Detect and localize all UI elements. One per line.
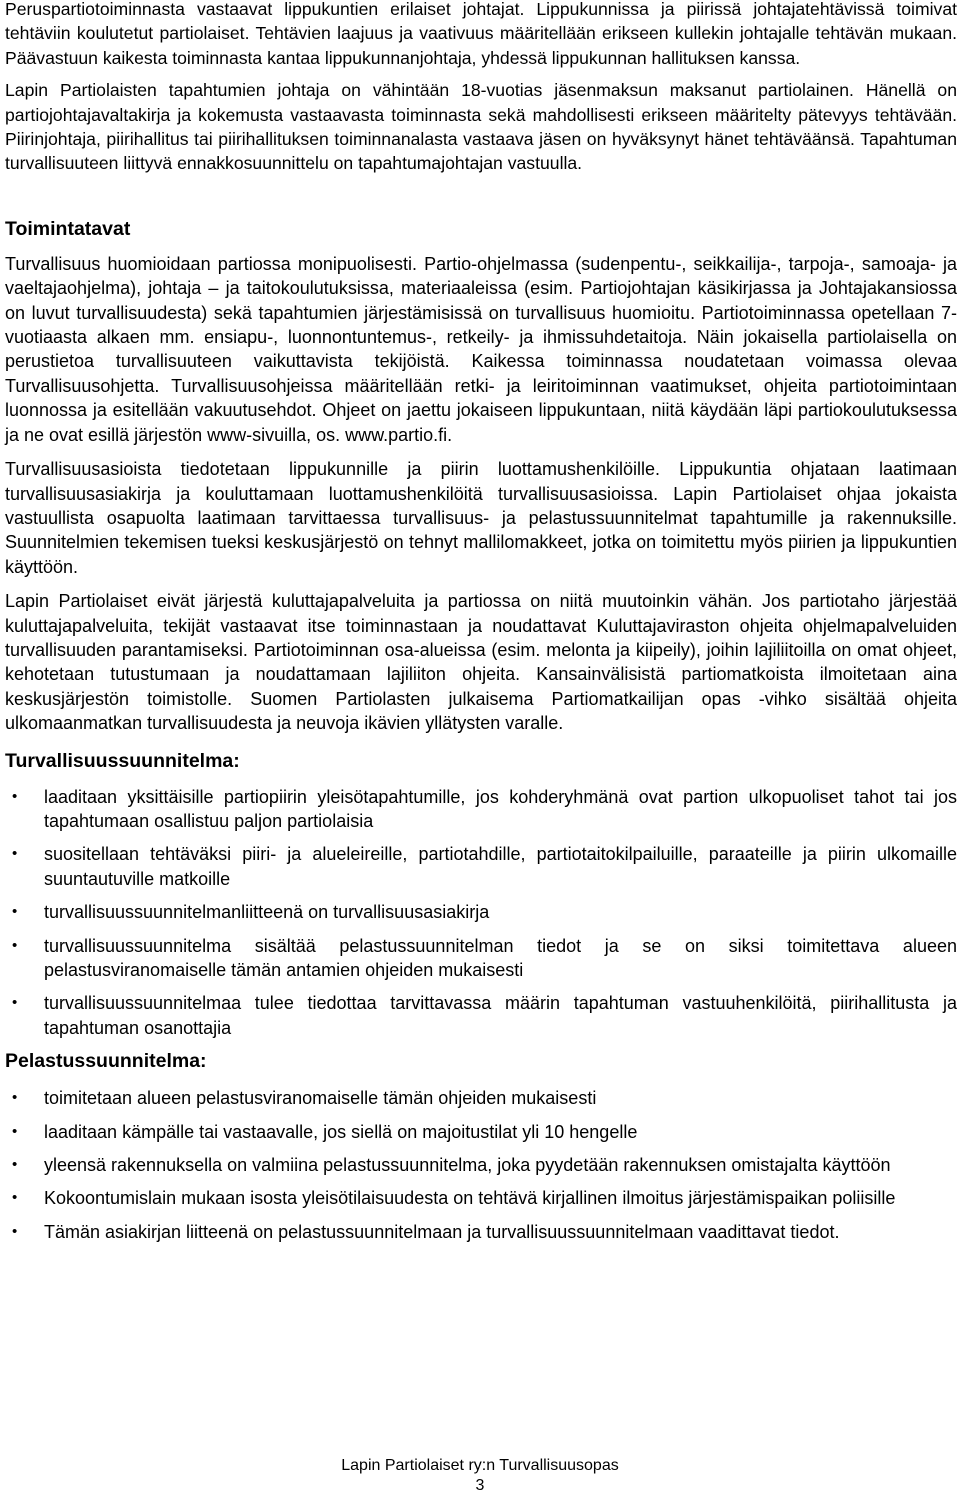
list-item: • Tämän asiakirjan liitteenä on pelastussuunnitelmaan ja turvallisuussuunnitelmaan vaadittavat tiedot. (5, 1220, 957, 1244)
list-item: • laaditaan kämpälle tai vastaavalle, jos siellä on majoitustilat yli 10 hengelle (5, 1120, 957, 1144)
list-item: • laaditaan yksittäisille partiopiirin yleisötapahtumille, jos kohderyhmänä ovat partion ulkopuoliset tahot tai jos tapahtumaan osallistuu paljon partiolaisia (12, 786, 957, 831)
list-item: • turvallisuussuunnitelmaa tulee tiedottaa tarvittavassa määrin tapahtuman vastuuhenkilöitä, piirihallitusta ja tapahtuman osanottajia (12, 993, 957, 1038)
practices-paragraph: Turvallisuus huomioidaan partiossa monipuolisesti. Partio-ohjelmassa (sudenpentu-, seikkailija-, tarpoja-, samoaja- ja vaeltajaohjelma), johtaja – ja taitokoulutuksissa, materiaaleissa (esim. Partiojohtajan käsikirjassa ja Johtajakansiossa on luvut turvallisuudesta) sekä tapahtumien järjestämisissä on turvallisuus huomioitu. Partiotoiminnassa opetellaan 7-vuotiaasta alkaen mm. ensiapu-, luonnontuntemus-, retkeily- ja ihmissuhdetaitoja. Näin jokaisella partiolaisella on perustietoa turvallisuuteen vaikuttavista tekijöistä. Kaikessa toiminnassa noudatetaan voimassa olevaa Turvallisuusohjetta. Turvallisuusohjeissa määritellään retki- ja leiritoiminnan vaatimukset, ohjeita partiotoimintaan luonnossa ja esitellään vakuutusehdot. Ohjeet on jaettu jokaiseen lippukuntaan, niitä käydään läpi partiokoulutuksessa ja ne ovat esillä järjestön www-sivuilla, os. www.partio.fi. (5, 253, 957, 445)
rescue-plan-list (5, 1086, 957, 1244)
bullet-icon: • (12, 1122, 18, 1140)
communication-paragraph: Turvallisuusasioista tiedotetaan lippukunnille ja piirin luottamushenkilöille. Lippukuntia ohjataan laatimaan turvallisuusasiakirja ja kouluttamaan luottamushenkilöitä turvallisuusasioissa. Lapin Partiolaiset ohjaa jokaista vastuullista osapuolta laatimaan tarvittaessa turvallisuus- ja pelastussuunnitelmat tapahtumille ja rakennuksille. Suunnitelmien tekemisen tueksi keskusjärjestö on tehnyt mallilomakkeet, jotka on toimitettu myös piirien ja lippukuntien käyttöön. (5, 459, 957, 577)
list-item: • Kokoontumislain mukaan isosta yleisötilaisuudesta on tehtävä kirjallinen ilmoitus järjestämispaikan poliisille (5, 1186, 957, 1210)
bullet-icon: • (12, 994, 18, 1012)
bullet-icon: • (12, 845, 18, 863)
intro-paragraph: Peruspartiotoiminnasta vastaavat lippukuntien erilaiset johtajat. Lippukunnissa ja piirissä johtajatehtävissä toimivat tehtäviin koulutetut partiolaiset. Tehtävien laajuus ja vaativuus määritellään erikseen kullekin johtajalle tehtävän mukaan. Päävastuun kaikesta toiminnasta kantaa lippukunnanjohtaja, yhdessä lippukunnan hallituksen kanssa. (5, 0, 957, 68)
bullet-icon: • (12, 1156, 18, 1174)
bullet-icon: • (12, 1189, 18, 1207)
list-item: • toimitetaan alueen pelastusviranomaiselle tämän ohjeiden mukaisesti (5, 1086, 957, 1110)
bullet-icon: • (12, 787, 18, 805)
page-footer-title: Lapin Partiolaiset ry:n Turvallisuusopas (341, 1457, 619, 1474)
list-item: • turvallisuussuunnitelma sisältää pelastussuunnitelman tiedot ja se on siksi toimitettava alueen pelastusviranomaiselle tämän antamien ohjeiden mukaisesti (12, 935, 957, 980)
section-heading-safety-plan: Turvallisuussuunnitelma: (5, 749, 240, 772)
page-number: 3 (475, 1477, 485, 1494)
bullet-icon: • (12, 1089, 18, 1107)
list-item: • suositellaan tehtäväksi piiri- ja alueleireille, partiotahdille, partiotaitokilpailuille, paraateille ja piirin ulkomaille suuntautuville matkoille (12, 844, 957, 889)
section-heading-rescue-plan: Pelastussuunnitelma: (5, 1050, 207, 1073)
safety-plan-list (5, 785, 957, 1041)
consumer-services-paragraph: Lapin Partiolaiset eivät järjestä kuluttajapalveluita ja partiossa on niitä muutoinkin vähän. Jos partiotaho järjestää kuluttajapalveluita, tekijät vastaavat itse toiminnastaan ja noudattavat Kuluttajaviraston ohjeita ohjelmapalveluiden turvallisuuden parantamiseksi. Partiotoiminnan osa-alueissa (esim. melonta ja kiipeily), joihin lajiliitoilla on omat ohjeet, kehotetaan tutustumaan ja noudattamaan lajiliiton ohjeita. Kansainvälisistä partiomatkoista ilmoitetaan aina keskusjärjestön toimistolle. Suomen Partiolasten julkaisema Partiomatkailijan opas -vihko sisältää ohjeita ulkomaanmatkan turvallisuudesta ja neuvoja ikävien yllätysten varalle. (5, 591, 957, 734)
list-item: • yleensä rakennuksella on valmiina pelastussuunnitelma, joka pyydetään rakennuksen omistajalta käyttöön (5, 1153, 957, 1177)
section-heading-practices: Toimintatavat (5, 217, 131, 240)
list-item: • turvallisuussuunnitelmanliitteenä on turvallisuusasiakirja (5, 900, 957, 924)
events-leader-paragraph: Lapin Partiolaisten tapahtumien johtaja on vähintään 18-vuotias jäsenmaksun maksanut partiolainen. Hänellä on partiojohtajavaltakirja ja kokemusta vastaavasta toiminnasta sekä mahdollisesti erikseen määritelty pätevyys tehtävään. Piirinjohtaja, piirihallitus tai piirihallituksen toiminnanalasta vastaava jäsen on hyväksynyt hänet tehtäväänsä. Tapahtuman turvallisuuteen liittyvä ennakkosuunnittelu on tapahtumajohtajan vastuulla. (5, 80, 957, 174)
bullet-icon: • (12, 936, 18, 954)
bullet-icon: • (12, 1222, 18, 1240)
bullet-icon: • (12, 903, 18, 921)
